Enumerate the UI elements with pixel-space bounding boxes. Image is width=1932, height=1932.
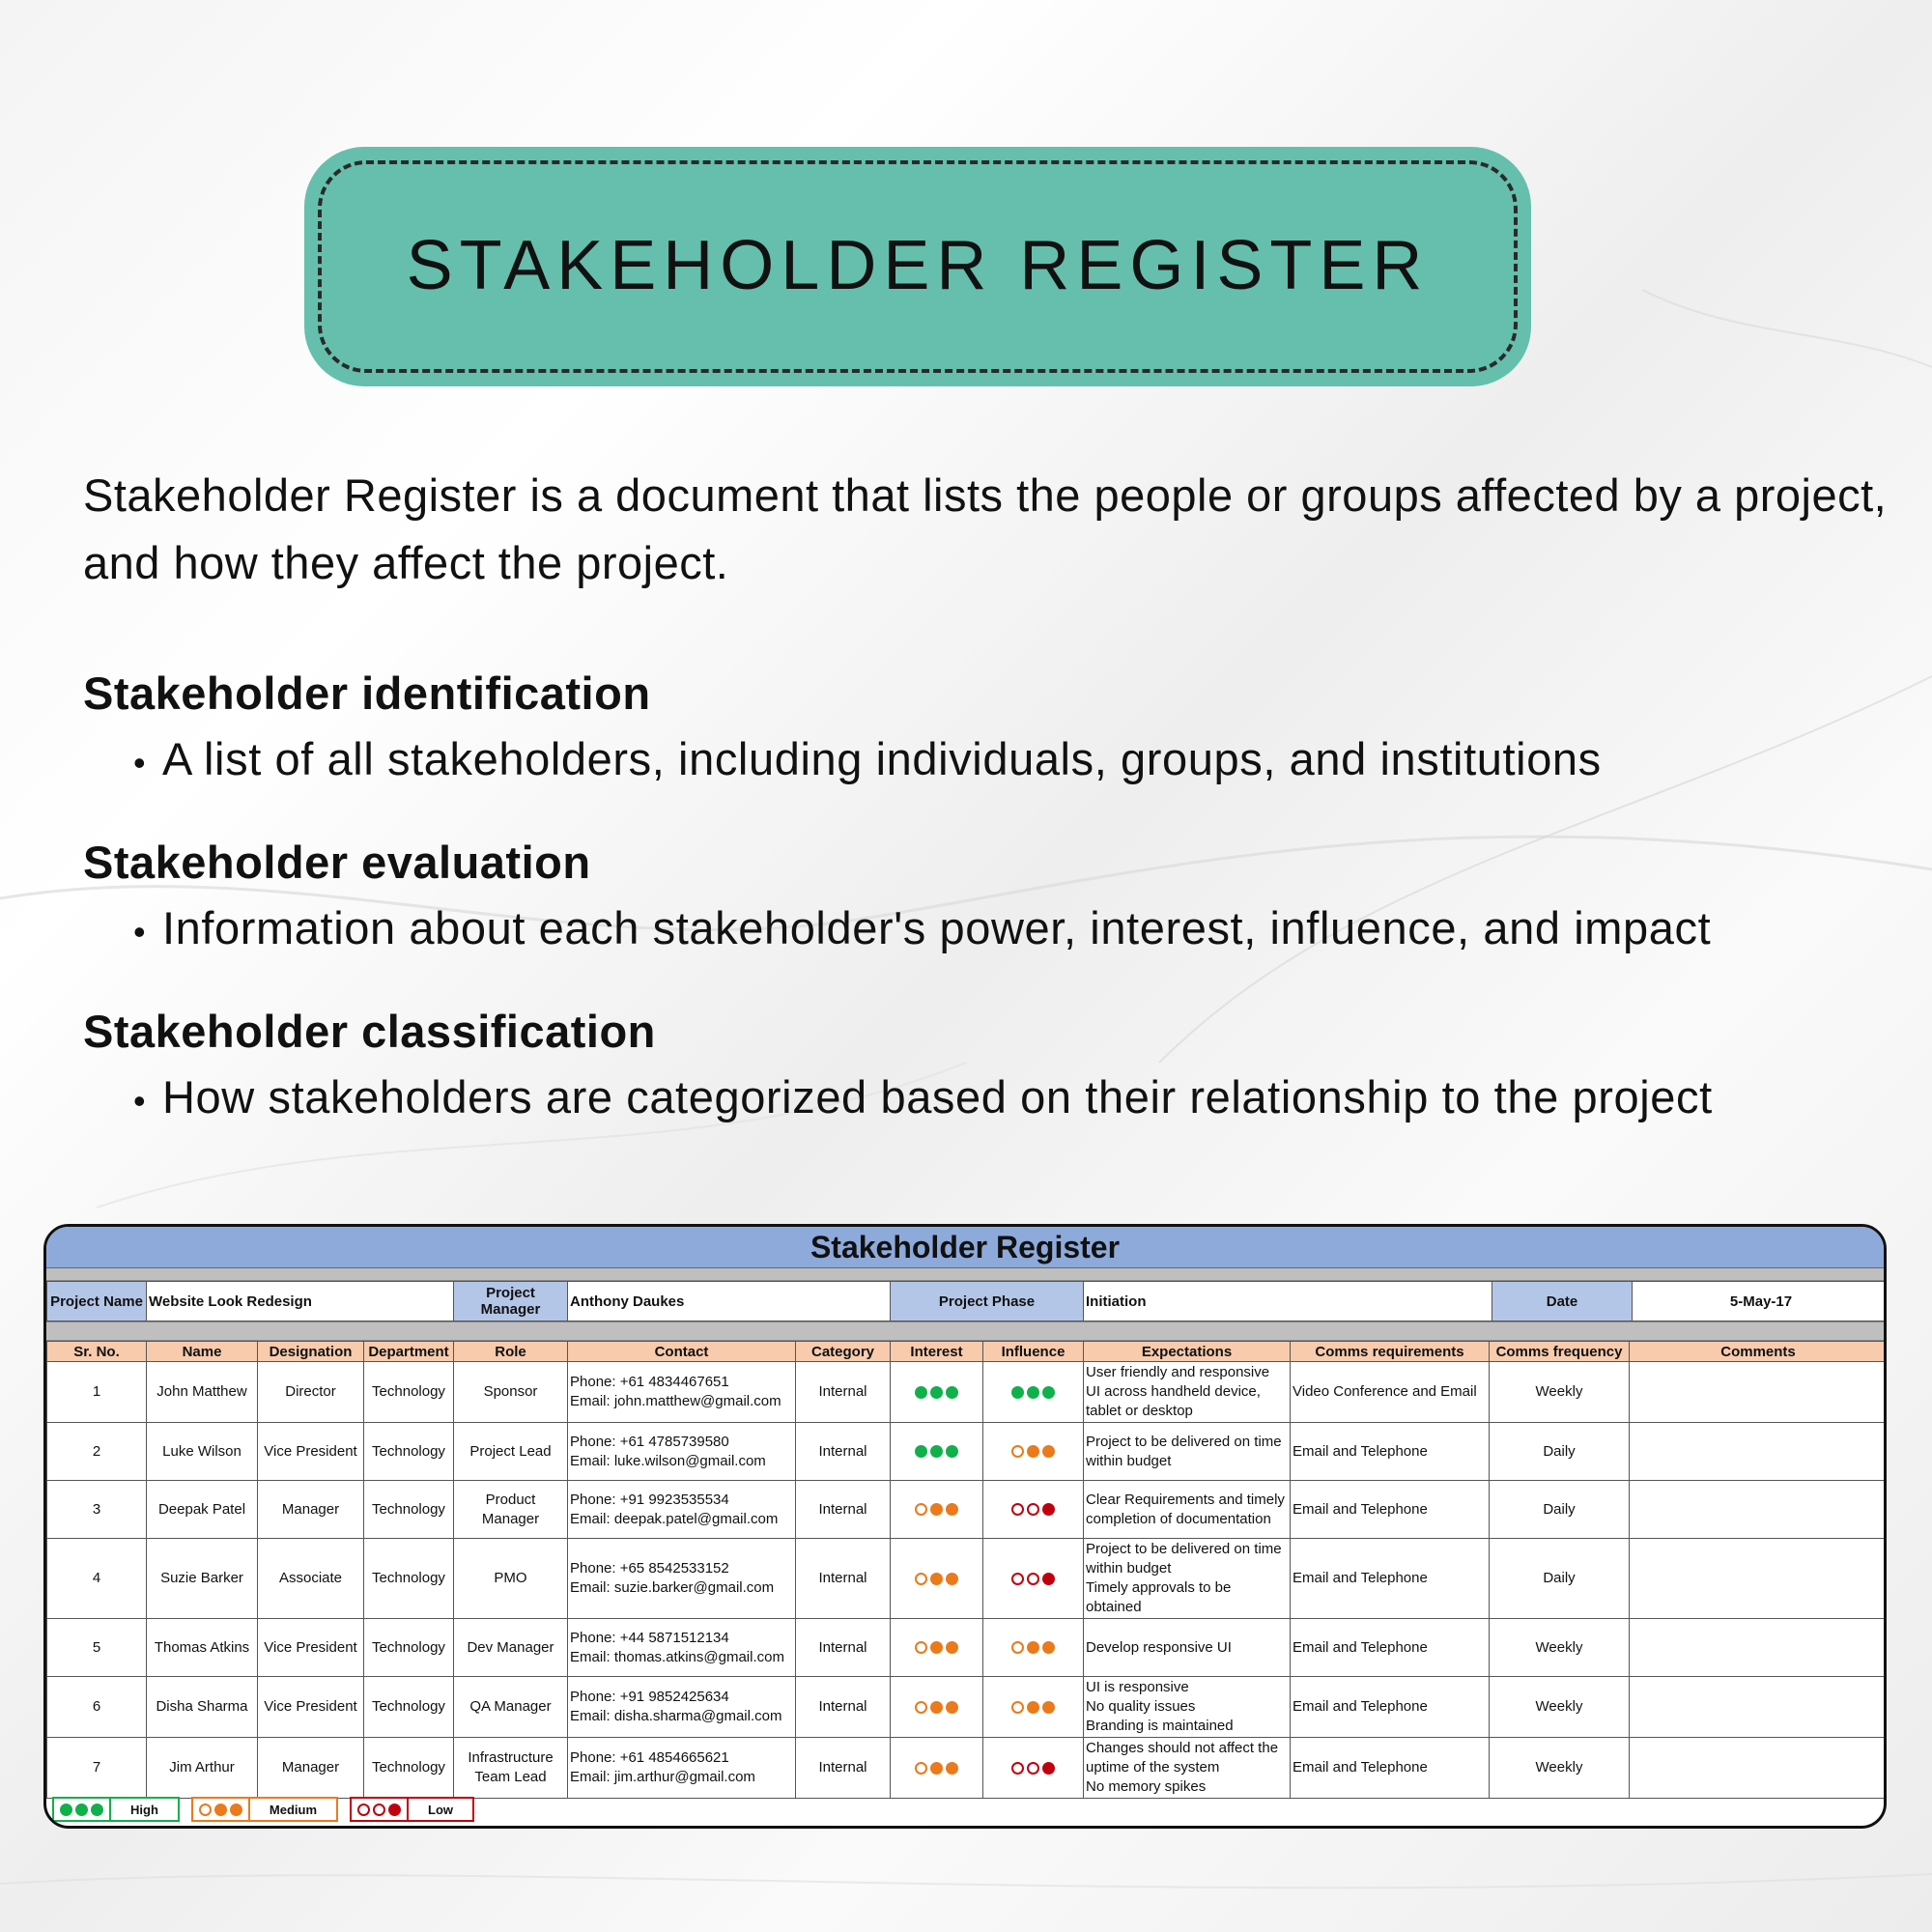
comms-frequency-cell[interactable]: Daily xyxy=(1490,1539,1630,1619)
role-cell[interactable]: Product Manager xyxy=(454,1481,568,1539)
category-cell[interactable]: Internal xyxy=(796,1362,891,1423)
department-cell[interactable]: Technology xyxy=(364,1677,454,1738)
designation-cell[interactable]: Vice President xyxy=(258,1423,364,1481)
interest-cell[interactable] xyxy=(891,1677,983,1738)
rating-dot-icon xyxy=(930,1503,943,1516)
project-manager-label: Project Manager xyxy=(454,1282,568,1321)
column-header[interactable]: Designation xyxy=(258,1342,364,1362)
comms-requirements-cell[interactable]: Email and Telephone xyxy=(1291,1423,1490,1481)
medium-rating-dots xyxy=(1011,1641,1055,1654)
rating-dot-icon xyxy=(946,1762,958,1775)
phone-text: Phone: +65 8542533152 xyxy=(570,1560,729,1577)
rating-dot-icon xyxy=(930,1641,943,1654)
medium-rating-dots xyxy=(1011,1445,1055,1458)
name-cell[interactable]: Thomas Atkins xyxy=(147,1619,258,1677)
bullet-identification xyxy=(133,732,1602,785)
column-header[interactable]: Comms requirements xyxy=(1291,1342,1490,1362)
category-cell[interactable]: Internal xyxy=(796,1481,891,1539)
sr-no-cell[interactable]: 4 xyxy=(47,1539,147,1619)
influence-cell[interactable] xyxy=(983,1362,1084,1423)
column-header[interactable]: Comments xyxy=(1630,1342,1888,1362)
designation-cell[interactable]: Vice President xyxy=(258,1619,364,1677)
column-header[interactable]: Department xyxy=(364,1342,454,1362)
category-cell[interactable]: Internal xyxy=(796,1677,891,1738)
expectations-cell[interactable]: UI is responsive No quality issues Branding is maintained xyxy=(1084,1677,1291,1738)
department-cell[interactable]: Technology xyxy=(364,1738,454,1799)
rating-dot-icon xyxy=(930,1445,943,1458)
phone-text: Phone: +91 9923535534 xyxy=(570,1491,729,1508)
comms-frequency-cell[interactable]: Weekly xyxy=(1490,1738,1630,1799)
rating-dot-icon xyxy=(1011,1641,1024,1654)
email-text: Email: jim.arthur@gmail.com xyxy=(570,1769,755,1785)
table-row xyxy=(47,1423,1888,1481)
contact-cell[interactable] xyxy=(568,1481,796,1539)
rating-dot-icon xyxy=(60,1804,72,1816)
rating-dot-icon xyxy=(1027,1386,1039,1399)
stakeholder-register-sheet xyxy=(43,1224,1887,1829)
rating-dot-icon xyxy=(1027,1503,1039,1516)
rating-dot-icon xyxy=(1042,1762,1055,1775)
legend-dots xyxy=(352,1799,409,1820)
rating-dot-icon xyxy=(1042,1503,1055,1516)
rating-dot-icon xyxy=(214,1804,227,1816)
bullet-classification xyxy=(133,1070,1713,1123)
rating-dot-icon xyxy=(915,1762,927,1775)
page-title: STAKEHOLDER REGISTER xyxy=(406,227,1430,304)
expectations-cell[interactable]: User friendly and responsive UI across handheld device, tablet or desktop xyxy=(1084,1362,1291,1423)
medium-rating-dots xyxy=(1011,1701,1055,1714)
low-rating-dots xyxy=(357,1804,401,1816)
phone-text: Phone: +61 4834467651 xyxy=(570,1374,729,1390)
comms-frequency-cell[interactable]: Weekly xyxy=(1490,1677,1630,1738)
sr-no-cell[interactable]: 2 xyxy=(47,1423,147,1481)
category-cell[interactable]: Internal xyxy=(796,1423,891,1481)
column-header[interactable]: Influence xyxy=(983,1342,1084,1362)
rating-dot-icon xyxy=(199,1804,212,1816)
column-header[interactable]: Role xyxy=(454,1342,568,1362)
table-row xyxy=(47,1539,1888,1619)
expectations-cell[interactable]: Project to be delivered on time within budget xyxy=(1084,1423,1291,1481)
email-text: Email: luke.wilson@gmail.com xyxy=(570,1452,766,1469)
influence-cell[interactable] xyxy=(983,1619,1084,1677)
rating-dot-icon xyxy=(1027,1445,1039,1458)
medium-rating-dots xyxy=(199,1804,242,1816)
column-header[interactable]: Name xyxy=(147,1342,258,1362)
rating-dot-icon xyxy=(946,1573,958,1585)
designation-cell[interactable]: Director xyxy=(258,1362,364,1423)
bullet-dot: • xyxy=(133,911,147,952)
table-header-row xyxy=(47,1342,1888,1362)
sheet-title: Stakeholder Register xyxy=(46,1227,1884,1268)
rating-legend xyxy=(52,1797,474,1822)
influence-cell[interactable] xyxy=(983,1481,1084,1539)
table-row xyxy=(47,1481,1888,1539)
contact-cell[interactable] xyxy=(568,1738,796,1799)
phone-text: Phone: +44 5871512134 xyxy=(570,1629,729,1646)
legend-low xyxy=(350,1797,474,1822)
high-rating-dots xyxy=(1011,1386,1055,1399)
rating-dot-icon xyxy=(75,1804,88,1816)
comments-cell[interactable] xyxy=(1630,1481,1888,1539)
sr-no-cell[interactable]: 1 xyxy=(47,1362,147,1423)
project-name-label: Project Name xyxy=(47,1282,147,1321)
designation-cell[interactable]: Manager xyxy=(258,1738,364,1799)
rating-dot-icon xyxy=(230,1804,242,1816)
designation-cell[interactable]: Vice President xyxy=(258,1677,364,1738)
column-header[interactable]: Category xyxy=(796,1342,891,1362)
interest-cell[interactable] xyxy=(891,1423,983,1481)
table-row xyxy=(47,1677,1888,1738)
interest-cell[interactable] xyxy=(891,1362,983,1423)
department-cell[interactable]: Technology xyxy=(364,1423,454,1481)
expectations-cell[interactable]: Changes should not affect the uptime of the system No memory spikes xyxy=(1084,1738,1291,1799)
influence-cell[interactable] xyxy=(983,1677,1084,1738)
sr-no-cell[interactable]: 3 xyxy=(47,1481,147,1539)
rating-dot-icon xyxy=(91,1804,103,1816)
comms-requirements-cell[interactable]: Email and Telephone xyxy=(1291,1481,1490,1539)
rating-dot-icon xyxy=(1042,1701,1055,1714)
role-cell[interactable]: QA Manager xyxy=(454,1677,568,1738)
category-cell[interactable]: Internal xyxy=(796,1619,891,1677)
comments-cell[interactable] xyxy=(1630,1362,1888,1423)
rating-dot-icon xyxy=(1042,1386,1055,1399)
role-cell[interactable]: Sponsor xyxy=(454,1362,568,1423)
rating-dot-icon xyxy=(1027,1762,1039,1775)
name-cell[interactable]: Deepak Patel xyxy=(147,1481,258,1539)
high-rating-dots xyxy=(60,1804,103,1816)
rating-dot-icon xyxy=(1011,1701,1024,1714)
rating-dot-icon xyxy=(1042,1573,1055,1585)
comments-cell[interactable] xyxy=(1630,1677,1888,1738)
date-value[interactable]: 5-May-17 xyxy=(1633,1282,1888,1321)
rating-dot-icon xyxy=(915,1386,927,1399)
table-row xyxy=(47,1362,1888,1423)
section-heading-evaluation: Stakeholder evaluation xyxy=(83,837,591,888)
name-cell[interactable]: Luke Wilson xyxy=(147,1423,258,1481)
low-rating-dots xyxy=(1011,1762,1055,1775)
rating-dot-icon xyxy=(1042,1641,1055,1654)
rating-dot-icon xyxy=(1011,1573,1024,1585)
comms-requirements-cell[interactable]: Email and Telephone xyxy=(1291,1677,1490,1738)
rating-dot-icon xyxy=(946,1386,958,1399)
bullet-text: A list of all stakeholders, including individuals, groups, and institutions xyxy=(162,733,1602,784)
name-cell[interactable]: Jim Arthur xyxy=(147,1738,258,1799)
email-text: Email: disha.sharma@gmail.com xyxy=(570,1708,782,1724)
department-cell[interactable]: Technology xyxy=(364,1539,454,1619)
comments-cell[interactable] xyxy=(1630,1539,1888,1619)
name-cell[interactable]: Suzie Barker xyxy=(147,1539,258,1619)
comms-requirements-cell[interactable]: Email and Telephone xyxy=(1291,1738,1490,1799)
bullet-text: Information about each stakeholder's power, interest, influence, and impact xyxy=(162,902,1712,953)
comms-frequency-cell[interactable]: Daily xyxy=(1490,1423,1630,1481)
legend-dots xyxy=(54,1799,111,1820)
rating-dot-icon xyxy=(930,1762,943,1775)
rating-dot-icon xyxy=(1011,1762,1024,1775)
interest-cell[interactable] xyxy=(891,1738,983,1799)
medium-rating-dots xyxy=(915,1573,958,1585)
high-rating-dots xyxy=(915,1386,958,1399)
designation-cell[interactable]: Manager xyxy=(258,1481,364,1539)
project-phase-value[interactable]: Initiation xyxy=(1084,1282,1492,1321)
legend-label: High xyxy=(130,1802,158,1817)
email-text: Email: suzie.barker@gmail.com xyxy=(570,1579,775,1596)
legend-dots xyxy=(193,1799,250,1820)
expectations-cell[interactable]: Develop responsive UI xyxy=(1084,1619,1291,1677)
expectations-cell[interactable]: Project to be delivered on time within budget Timely approvals to be obtained xyxy=(1084,1539,1291,1619)
rating-dot-icon xyxy=(930,1701,943,1714)
rating-dot-icon xyxy=(946,1701,958,1714)
rating-dot-icon xyxy=(915,1701,927,1714)
interest-cell[interactable] xyxy=(891,1481,983,1539)
rating-dot-icon xyxy=(915,1445,927,1458)
rating-dot-icon xyxy=(915,1503,927,1516)
comms-requirements-cell[interactable]: Email and Telephone xyxy=(1291,1619,1490,1677)
rating-dot-icon xyxy=(1011,1445,1024,1458)
column-header[interactable]: Expectations xyxy=(1084,1342,1291,1362)
category-cell[interactable]: Internal xyxy=(796,1738,891,1799)
influence-cell[interactable] xyxy=(983,1738,1084,1799)
intro-paragraph: Stakeholder Register is a document that lists the people or groups affected by a project, and how they affect the project. xyxy=(83,469,1888,588)
email-text: Email: deepak.patel@gmail.com xyxy=(570,1510,779,1527)
project-meta-table xyxy=(46,1281,1887,1321)
rating-dot-icon xyxy=(1011,1503,1024,1516)
legend-medium xyxy=(191,1797,338,1822)
comments-cell[interactable] xyxy=(1630,1423,1888,1481)
email-text: Email: john.matthew@gmail.com xyxy=(570,1393,781,1409)
column-header[interactable]: Sr. No. xyxy=(47,1342,147,1362)
comms-requirements-cell[interactable]: Video Conference and Email xyxy=(1291,1362,1490,1423)
role-cell[interactable]: PMO xyxy=(454,1539,568,1619)
rating-dot-icon xyxy=(915,1573,927,1585)
rating-dot-icon xyxy=(930,1573,943,1585)
sr-no-cell[interactable]: 6 xyxy=(47,1677,147,1738)
contact-cell[interactable] xyxy=(568,1423,796,1481)
low-rating-dots xyxy=(1011,1503,1055,1516)
rating-dot-icon xyxy=(915,1641,927,1654)
table-body xyxy=(47,1362,1888,1799)
title-banner xyxy=(304,147,1531,386)
email-text: Email: thomas.atkins@gmail.com xyxy=(570,1648,784,1665)
comms-requirements-cell[interactable]: Email and Telephone xyxy=(1291,1539,1490,1619)
name-cell[interactable]: John Matthew xyxy=(147,1362,258,1423)
bullet-text: How stakeholders are categorized based on their relationship to the project xyxy=(162,1071,1713,1122)
department-cell[interactable]: Technology xyxy=(364,1619,454,1677)
bullet-evaluation xyxy=(133,901,1711,954)
medium-rating-dots xyxy=(915,1701,958,1714)
name-cell[interactable]: Disha Sharma xyxy=(147,1677,258,1738)
interest-cell[interactable] xyxy=(891,1539,983,1619)
table-row xyxy=(47,1738,1888,1799)
department-cell[interactable]: Technology xyxy=(364,1481,454,1539)
bullet-dot: • xyxy=(133,742,147,782)
influence-cell[interactable] xyxy=(983,1539,1084,1619)
medium-rating-dots xyxy=(915,1641,958,1654)
phone-text: Phone: +61 4854665621 xyxy=(570,1749,729,1766)
section-heading-identification: Stakeholder identification xyxy=(83,668,651,719)
role-cell[interactable]: Dev Manager xyxy=(454,1619,568,1677)
comments-cell[interactable] xyxy=(1630,1619,1888,1677)
comments-cell[interactable] xyxy=(1630,1738,1888,1799)
legend-label: Low xyxy=(428,1802,454,1817)
designation-cell[interactable]: Associate xyxy=(258,1539,364,1619)
project-manager-value[interactable]: Anthony Daukes xyxy=(568,1282,891,1321)
bullet-dot: • xyxy=(133,1080,147,1121)
comms-frequency-cell[interactable]: Daily xyxy=(1490,1481,1630,1539)
role-cell[interactable]: Infrastructure Team Lead xyxy=(454,1738,568,1799)
rating-dot-icon xyxy=(388,1804,401,1816)
high-rating-dots xyxy=(915,1445,958,1458)
table-row xyxy=(47,1619,1888,1677)
contact-cell[interactable] xyxy=(568,1619,796,1677)
rating-dot-icon xyxy=(373,1804,385,1816)
rating-dot-icon xyxy=(1027,1641,1039,1654)
rating-dot-icon xyxy=(357,1804,370,1816)
rating-dot-icon xyxy=(930,1386,943,1399)
influence-cell[interactable] xyxy=(983,1423,1084,1481)
expectations-cell[interactable]: Clear Requirements and timely completion of documentation xyxy=(1084,1481,1291,1539)
project-name-value[interactable]: Website Look Redesign xyxy=(147,1282,454,1321)
medium-rating-dots xyxy=(915,1503,958,1516)
rating-dot-icon xyxy=(1011,1386,1024,1399)
contact-cell[interactable] xyxy=(568,1362,796,1423)
column-header[interactable]: Interest xyxy=(891,1342,983,1362)
low-rating-dots xyxy=(1011,1573,1055,1585)
comms-frequency-cell[interactable]: Weekly xyxy=(1490,1362,1630,1423)
rating-dot-icon xyxy=(1042,1445,1055,1458)
medium-rating-dots xyxy=(915,1762,958,1775)
phone-text: Phone: +61 4785739580 xyxy=(570,1433,729,1450)
project-phase-label: Project Phase xyxy=(891,1282,1084,1321)
contact-cell[interactable] xyxy=(568,1539,796,1619)
interest-cell[interactable] xyxy=(891,1619,983,1677)
stakeholder-table xyxy=(46,1341,1887,1799)
section-heading-classification: Stakeholder classification xyxy=(83,1006,656,1057)
rating-dot-icon xyxy=(1027,1701,1039,1714)
rating-dot-icon xyxy=(1027,1573,1039,1585)
category-cell[interactable]: Internal xyxy=(796,1539,891,1619)
rating-dot-icon xyxy=(946,1641,958,1654)
comms-frequency-cell[interactable]: Weekly xyxy=(1490,1619,1630,1677)
contact-cell[interactable] xyxy=(568,1677,796,1738)
rating-dot-icon xyxy=(946,1503,958,1516)
phone-text: Phone: +91 9852425634 xyxy=(570,1689,729,1705)
sheet-spacer xyxy=(46,1321,1884,1341)
legend-high xyxy=(52,1797,180,1822)
column-header[interactable]: Contact xyxy=(568,1342,796,1362)
column-header[interactable]: Comms frequency xyxy=(1490,1342,1630,1362)
sr-no-cell[interactable]: 5 xyxy=(47,1619,147,1677)
sheet-spacer xyxy=(46,1268,1884,1281)
legend-label: Medium xyxy=(269,1802,318,1817)
role-cell[interactable]: Project Lead xyxy=(454,1423,568,1481)
rating-dot-icon xyxy=(946,1445,958,1458)
department-cell[interactable]: Technology xyxy=(364,1362,454,1423)
sr-no-cell[interactable]: 7 xyxy=(47,1738,147,1799)
date-label: Date xyxy=(1492,1282,1633,1321)
